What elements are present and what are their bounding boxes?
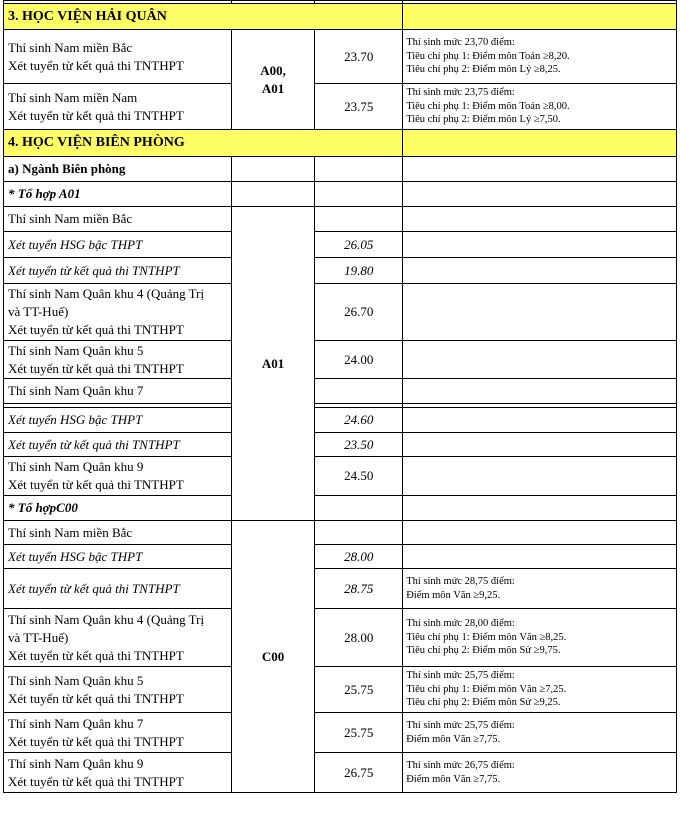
section-title: 4. HỌC VIỆN BIÊN PHÒNG	[4, 130, 403, 157]
table-row	[4, 457, 677, 496]
cutoff-score: 19.80	[315, 258, 403, 284]
tiebreak-note: Thí sinh mức 25,75 điểm: Điểm môn Văn ≥7,75.	[403, 713, 677, 753]
table-row	[4, 408, 677, 433]
table-row	[4, 433, 677, 457]
subject-group-code: C00	[231, 521, 315, 793]
major-name: a) Ngành Biên phòng	[4, 157, 232, 182]
subject-group-code: A01	[231, 207, 315, 521]
candidate-name: Xét tuyển từ kết quả thi TNTHPT	[4, 433, 232, 457]
cutoff-score: 26.70	[315, 284, 403, 341]
section-title: 3. HỌC VIỆN HẢI QUÂN	[4, 4, 403, 30]
candidate-name: Thí sinh Nam Quân khu 4 (Quảng Trị và TT-Huế) Xét tuyển từ kết quả thi TNTHPT	[4, 284, 232, 341]
cutoff-score: 25.75	[315, 713, 403, 753]
combo-heading: * Tổ hợpC00	[4, 496, 232, 521]
table-row	[4, 84, 677, 130]
candidate-name: Thí sinh Nam Quân khu 5 Xét tuyển từ kết quả thi TNTHPT	[4, 341, 232, 379]
table-row	[4, 753, 677, 793]
cutoff-score: 26.75	[315, 753, 403, 793]
candidate-name: Thí sinh Nam miền Bắc	[4, 207, 232, 232]
cutoff-score: 26.05	[315, 232, 403, 258]
candidate-name: Thí sinh Nam Quân khu 9 Xét tuyển từ kết quả thi TNTHPT	[4, 753, 232, 793]
table-row	[4, 667, 677, 713]
table-row	[4, 207, 677, 232]
admission-score-table-page	[3, 0, 677, 793]
combo-heading: * Tổ hợp A01	[4, 182, 232, 207]
candidate-name: Xét tuyển từ kết quả thi TNTHPT	[4, 569, 232, 609]
major-row	[4, 157, 677, 182]
tiebreak-note: Thí sinh mức 28,00 điểm: Tiêu chí phụ 1: Điểm môn Văn ≥8,25. Tiêu chí phụ 2: Điểm môn Sử ≥9,75.	[403, 609, 677, 667]
table-row	[4, 258, 677, 284]
candidate-name: Thí sinh Nam Quân khu 7	[4, 379, 232, 404]
candidate-name: Thí sinh Nam Quân khu 4 (Quảng Trị và TT-Huế) Xét tuyển từ kết quả thi TNTHPT	[4, 609, 232, 667]
table-row	[4, 30, 677, 84]
tiebreak-note: Thí sinh mức 28,75 điểm: Điểm môn Văn ≥9,25.	[403, 569, 677, 609]
candidate-name: Thí sinh Nam miền Bắc Xét tuyển từ kết quả thi TNTHPT	[4, 30, 232, 84]
candidate-name: Xét tuyển HSG bậc THPT	[4, 545, 232, 569]
cutoff-score: 23.75	[315, 84, 403, 130]
cutoff-score: 28.75	[315, 569, 403, 609]
candidate-name: Thí sinh Nam Quân khu 7 Xét tuyển từ kết quả thi TNTHPT	[4, 713, 232, 753]
candidate-name: Xét tuyển HSG bậc THPT	[4, 232, 232, 258]
cutoff-score: 23.50	[315, 433, 403, 457]
tiebreak-note: Thí sinh mức 23,75 điểm: Tiêu chí phụ 1: Điểm môn Toán ≥8,00. Tiêu chí phụ 2: Điểm môn Lý ≥7,50.	[403, 84, 677, 130]
table-row	[4, 545, 677, 569]
cutoff-score: 28.00	[315, 609, 403, 667]
cutoff-score: 23.70	[315, 30, 403, 84]
cutoff-score: 24.00	[315, 341, 403, 379]
candidate-name: Xét tuyển HSG bậc THPT	[4, 408, 232, 433]
table-row	[4, 341, 677, 379]
table-row	[4, 609, 677, 667]
table-row	[4, 521, 677, 545]
candidate-name: Thí sinh Nam miền Nam Xét tuyển từ kết quả thi TNTHPT	[4, 84, 232, 130]
section-header-hoc-vien-bien-phong	[4, 130, 677, 157]
admission-score-table	[3, 0, 677, 793]
cutoff-score: 25.75	[315, 667, 403, 713]
candidate-name: Xét tuyển từ kết quả thi TNTHPT	[4, 258, 232, 284]
candidate-name: Thí sinh Nam Quân khu 5 Xét tuyển từ kết quả thi TNTHPT	[4, 667, 232, 713]
table-row	[4, 284, 677, 341]
tiebreak-note: Thí sinh mức 26,75 điểm: Điểm môn Văn ≥7,75.	[403, 753, 677, 793]
tiebreak-note: Thí sinh mức 25,75 điểm: Tiêu chí phụ 1: Điểm môn Văn ≥7,25. Tiêu chí phụ 2: Điểm môn Sử ≥9,25.	[403, 667, 677, 713]
candidate-name: Thí sinh Nam Quân khu 9 Xét tuyển từ kết quả thi TNTHPT	[4, 457, 232, 496]
table-row	[4, 379, 677, 404]
cutoff-score: 28.00	[315, 545, 403, 569]
cutoff-score: 24.50	[315, 457, 403, 496]
combo-heading-row	[4, 182, 677, 207]
subject-group-code: A00, A01	[231, 30, 315, 130]
combo-heading-row	[4, 496, 677, 521]
cutoff-score: 24.60	[315, 408, 403, 433]
section-header-hoc-vien-hai-quan	[4, 4, 677, 30]
table-row	[4, 713, 677, 753]
table-row	[4, 569, 677, 609]
table-row	[4, 232, 677, 258]
candidate-name: Thí sinh Nam miền Bắc	[4, 521, 232, 545]
tiebreak-note: Thí sinh mức 23,70 điểm: Tiêu chí phụ 1: Điểm môn Toán ≥8,20. Tiêu chí phụ 2: Điểm môn Lý ≥8,25.	[403, 30, 677, 84]
